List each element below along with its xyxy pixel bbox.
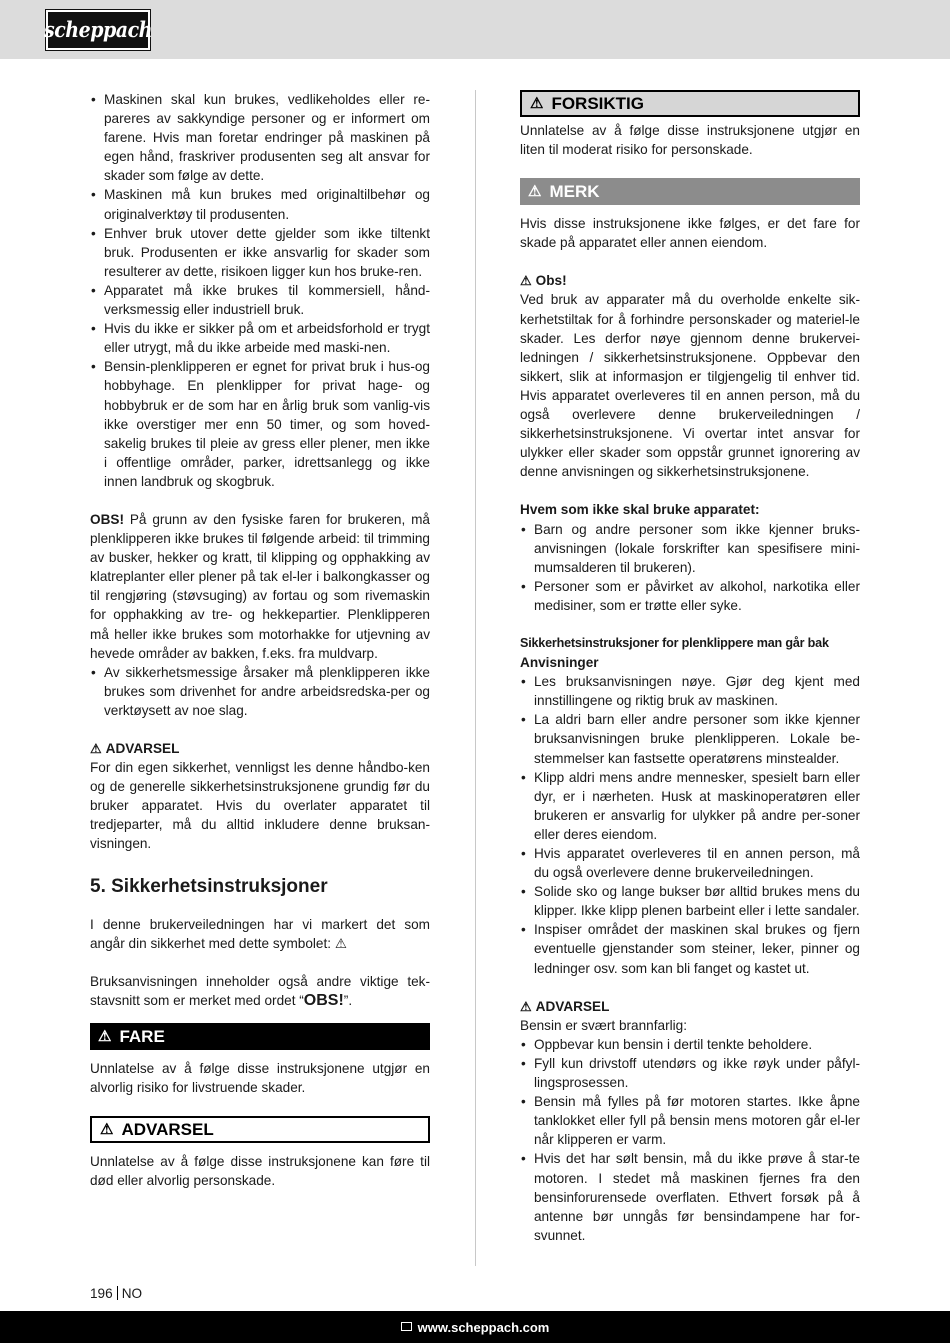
fare-label: FARE (119, 1026, 165, 1046)
warning-triangle-icon: ⚠ (100, 1121, 114, 1139)
obs-paragraph (90, 510, 430, 663)
list-item: • Klipp aldri mens andre mennesker, spesielt barn eller dyr, er i nærheten. Husk at maskinoperatøren eller brukeren er ansvarlig for ulykker på andre per-soner eller deres eiendom. (520, 768, 860, 844)
column-divider (475, 90, 476, 1266)
list-item: • Fyll kun drivstoff utendørs og ikke røyk under påfyl-lingsprosessen. (520, 1054, 860, 1092)
hvem-list (520, 520, 860, 615)
logo-text: scheppach (44, 17, 152, 43)
sikkerhet-heading: Sikkerhetsinstruksjoner for plenklippere man går bak (520, 635, 829, 650)
warning-triangle-icon: ⚠ (528, 183, 542, 201)
obs-heading-text: Obs! (535, 273, 567, 289)
right-column (520, 90, 860, 1245)
obs-intro-text (90, 972, 430, 1010)
obs-text: Ved bruk av apparater må du overholde enkelte sik-kerhetstiltak for å forhindre personskader og materiel-le skader. Les derfor nøye gjennom denne brukervei-ledningen / sikkerhetsinstruksjonene. Oppbevar den sikkert, slik at informasjon er tilgjengelig til enhver tid. Hvis apparatet overleveres til en annen person, må du også overlevere denne brukerveiledningen / sikkerhetsinstruksjonene. Vi overtar intet ansvar for ulykker eller skader som oppstår grunnet ignorering av denne anvisningen og sikkerhetsinstruksjonene. (520, 292, 860, 480)
obs-text: På grunn av den fysiske faren for brukeren, må plenklipperen ikke brukes til følgende arbeid: til trimming av busker, hekker og kratt, til klipping og opphakking av klatreplanter eller plener på tak el-ler i balkongkasser og til rengjøring (støvsuging) av fortau og som rivemaskin for opphakking av tre- og hekkepartier. Plenklipperen må heller ikke brukes som motorhakke for utjevning av hevede områder av bakken, f.eks. fra muldvarp. (90, 511, 430, 661)
advarsel-heading-text: ADVARSEL (105, 741, 180, 756)
merk-box (520, 178, 860, 205)
forsiktig-box (520, 90, 860, 117)
forsiktig-label: FORSIKTIG (551, 93, 645, 113)
obs-heading (520, 271, 860, 290)
list-item: • Enhver bruk utover dette gjelder som ikke tiltenkt bruk. Produsenten er ikke ansvarlig for skader som resulterer av dette, risikoen ligger kun hos bruke-ren. (90, 224, 430, 281)
forsiktig-text: Unnlatelse av å følge disse instruksjonene utgjør en liten til moderat risiko for personskade. (520, 123, 860, 158)
warning-triangle-icon: ⚠ (520, 998, 532, 1014)
list-item: • Barn og andre personer som ikke kjenner bruks-anvisningen (lokale forskrifter kan spesifisere mini-mumsalderen til brukeren). (520, 520, 860, 577)
anvisninger-list (520, 672, 860, 978)
list-item: • La aldri barn eller andre personer som ikke kjenner bruksanvisningen bruke plenklipperen. Lokale be-stemmelser kan fastsette operatørens minstealder. (520, 710, 860, 767)
monitor-icon (401, 1322, 412, 1331)
hvem-heading: Hvem som ikke skal bruke apparatet: (520, 502, 760, 518)
bensin-list (520, 1035, 860, 1245)
list-item: • Solide sko og lange bukser bør alltid brukes mens du klipper. Ikke klipp plenen barbeint eller i lette sandaler. (520, 882, 860, 920)
advarsel-box-text: Unnlatelse av å følge disse instruksjonene kan føre til død eller alvorlig personskade. (90, 1154, 430, 1189)
list-item: • Bensin må fylles på før motoren startes. Ikke åpne tanklokket eller fyll på bensin mens motoren går el-ler når klipperen er varm. (520, 1092, 860, 1149)
advarsel-heading (90, 739, 430, 758)
list-item: • Av sikkerhetsmessige årsaker må plenklipperen ikke brukes som drivenhet for andre arbeidsredska-per og verktøysett av noe slag. (90, 663, 430, 720)
warning-triangle-icon: ⚠ (530, 95, 544, 112)
list-item: • Personer som er påvirket av alkohol, narkotika eller medisiner, som er trøtte eller syke. (520, 577, 860, 615)
footer-bar (0, 1311, 950, 1343)
merk-label: MERK (549, 182, 600, 202)
bensin-text: Bensin er svært brannfarlig: (520, 1017, 687, 1033)
list-item: • Les bruksanvisningen nøye. Gjør deg kjent med innstillingene og riktig bruk av maskinen. (520, 672, 860, 710)
obs-intro-end: ”. (343, 992, 353, 1008)
list-item: • Hvis det har sølt bensin, må du ikke prøve å star-te motoren. I stedet må maskinen fjernes fra den bensinforurensede overflaten. Ethvert forsøk på å antenne bør unngås før bensindampene har for-svunnet. (520, 1149, 860, 1244)
safety-reasons-list (90, 663, 430, 720)
list-item: • Maskinen skal kun brukes, vedlikeholdes eller re-pareres av sakkyndige personer og er informert om farene. Hvis man foretar endringer på maskinen på egen hånd, fraskriver produsenten seg alt ansvar for skader som følge av dette. (90, 90, 430, 185)
list-item: • Hvis du ikke er sikker på om et arbeidsforhold er trygt eller utrygt, må du ikke arbeide med maski-nen. (90, 319, 430, 357)
obs-intro-part: Bruksanvisningen inneholder også andre viktige tek-stavsnitt som er merket med ordet “ (90, 973, 430, 1008)
list-item: • Inspiser området der maskinen skal brukes og fjern eventuelle gjenstander som steiner, leker, pinner og ledninger osv. som kan bli fanget og kastet ut. (520, 920, 860, 977)
advarsel-box-label: ADVARSEL (121, 1120, 214, 1140)
list-item: • Hvis apparatet overleveres til en annen person, må du også overlevere denne brukerveiledningen. (520, 844, 860, 882)
page-number (90, 1286, 142, 1301)
warning-triangle-icon: ⚠ (98, 1027, 112, 1045)
left-column (90, 90, 430, 1190)
warning-triangle-icon: ⚠ (90, 741, 102, 757)
list-item: • Oppbevar kun bensin i dertil tenkte beholdere. (520, 1035, 860, 1054)
page-number-separator (117, 1286, 118, 1300)
list-item: • Maskinen må kun brukes med originaltilbehør og originalverktøy til produsenten. (90, 185, 430, 223)
warning-triangle-icon: ⚠ (520, 273, 532, 289)
list-item: • Apparatet må ikke brukes til kommersiell, hånd-verksmessig eller industriell bruk. (90, 281, 430, 319)
advarsel-heading-text: ADVARSEL (535, 998, 610, 1014)
top-header-bar (0, 0, 950, 59)
anvisninger-heading: Anvisninger (520, 655, 599, 671)
page-language: NO (121, 1286, 143, 1301)
obs-label: OBS! (90, 511, 124, 527)
intro-text: I denne brukerveiledningen har vi markert det som angår din sikkerhet med dette symbolet: ⚠ (90, 916, 430, 951)
list-item: • Bensin-plenklipperen er egnet for privat bruk i hus-og hobbyhage. En plenklipper for privat hage- og hobbybruk er de som har en årlig bruk som vanlig-vis ikke overstiger mer enn 50 timer, og som hoved-sakelig brukes til pleie av gress eller plener, men ikke i offentlige områder, parker, idrettsanlegg og ikke innen landbruk og skogbruk. (90, 357, 430, 491)
obs-word: OBS! (303, 991, 344, 1009)
fare-text: Unnlatelse av å følge disse instruksjonene utgjør en alvorlig risiko for livstruende skader. (90, 1060, 430, 1096)
advarsel-heading (520, 997, 860, 1016)
scheppach-logo (46, 10, 150, 50)
section-title: 5. Sikkerhetsinstruksjoner (90, 875, 328, 897)
advarsel-box (90, 1116, 430, 1143)
page-number-value: 196 (90, 1286, 113, 1301)
merk-text: Hvis disse instruksjonene ikke følges, er det fare for skade på apparatet eller annen eiendom. (520, 216, 860, 251)
fare-box (90, 1023, 430, 1050)
intended-use-list (90, 90, 430, 491)
advarsel-text: For din egen sikkerhet, vennligst les denne håndbo-ken og de generelle sikkerhetsinstruksjonene grundig før du bruker apparatet. Hvis du overlater apparatet til tredjeparter, må du alltid inkludere denne bruksan-visningen. (90, 760, 430, 852)
footer-url[interactable]: www.scheppach.com (417, 1319, 550, 1335)
